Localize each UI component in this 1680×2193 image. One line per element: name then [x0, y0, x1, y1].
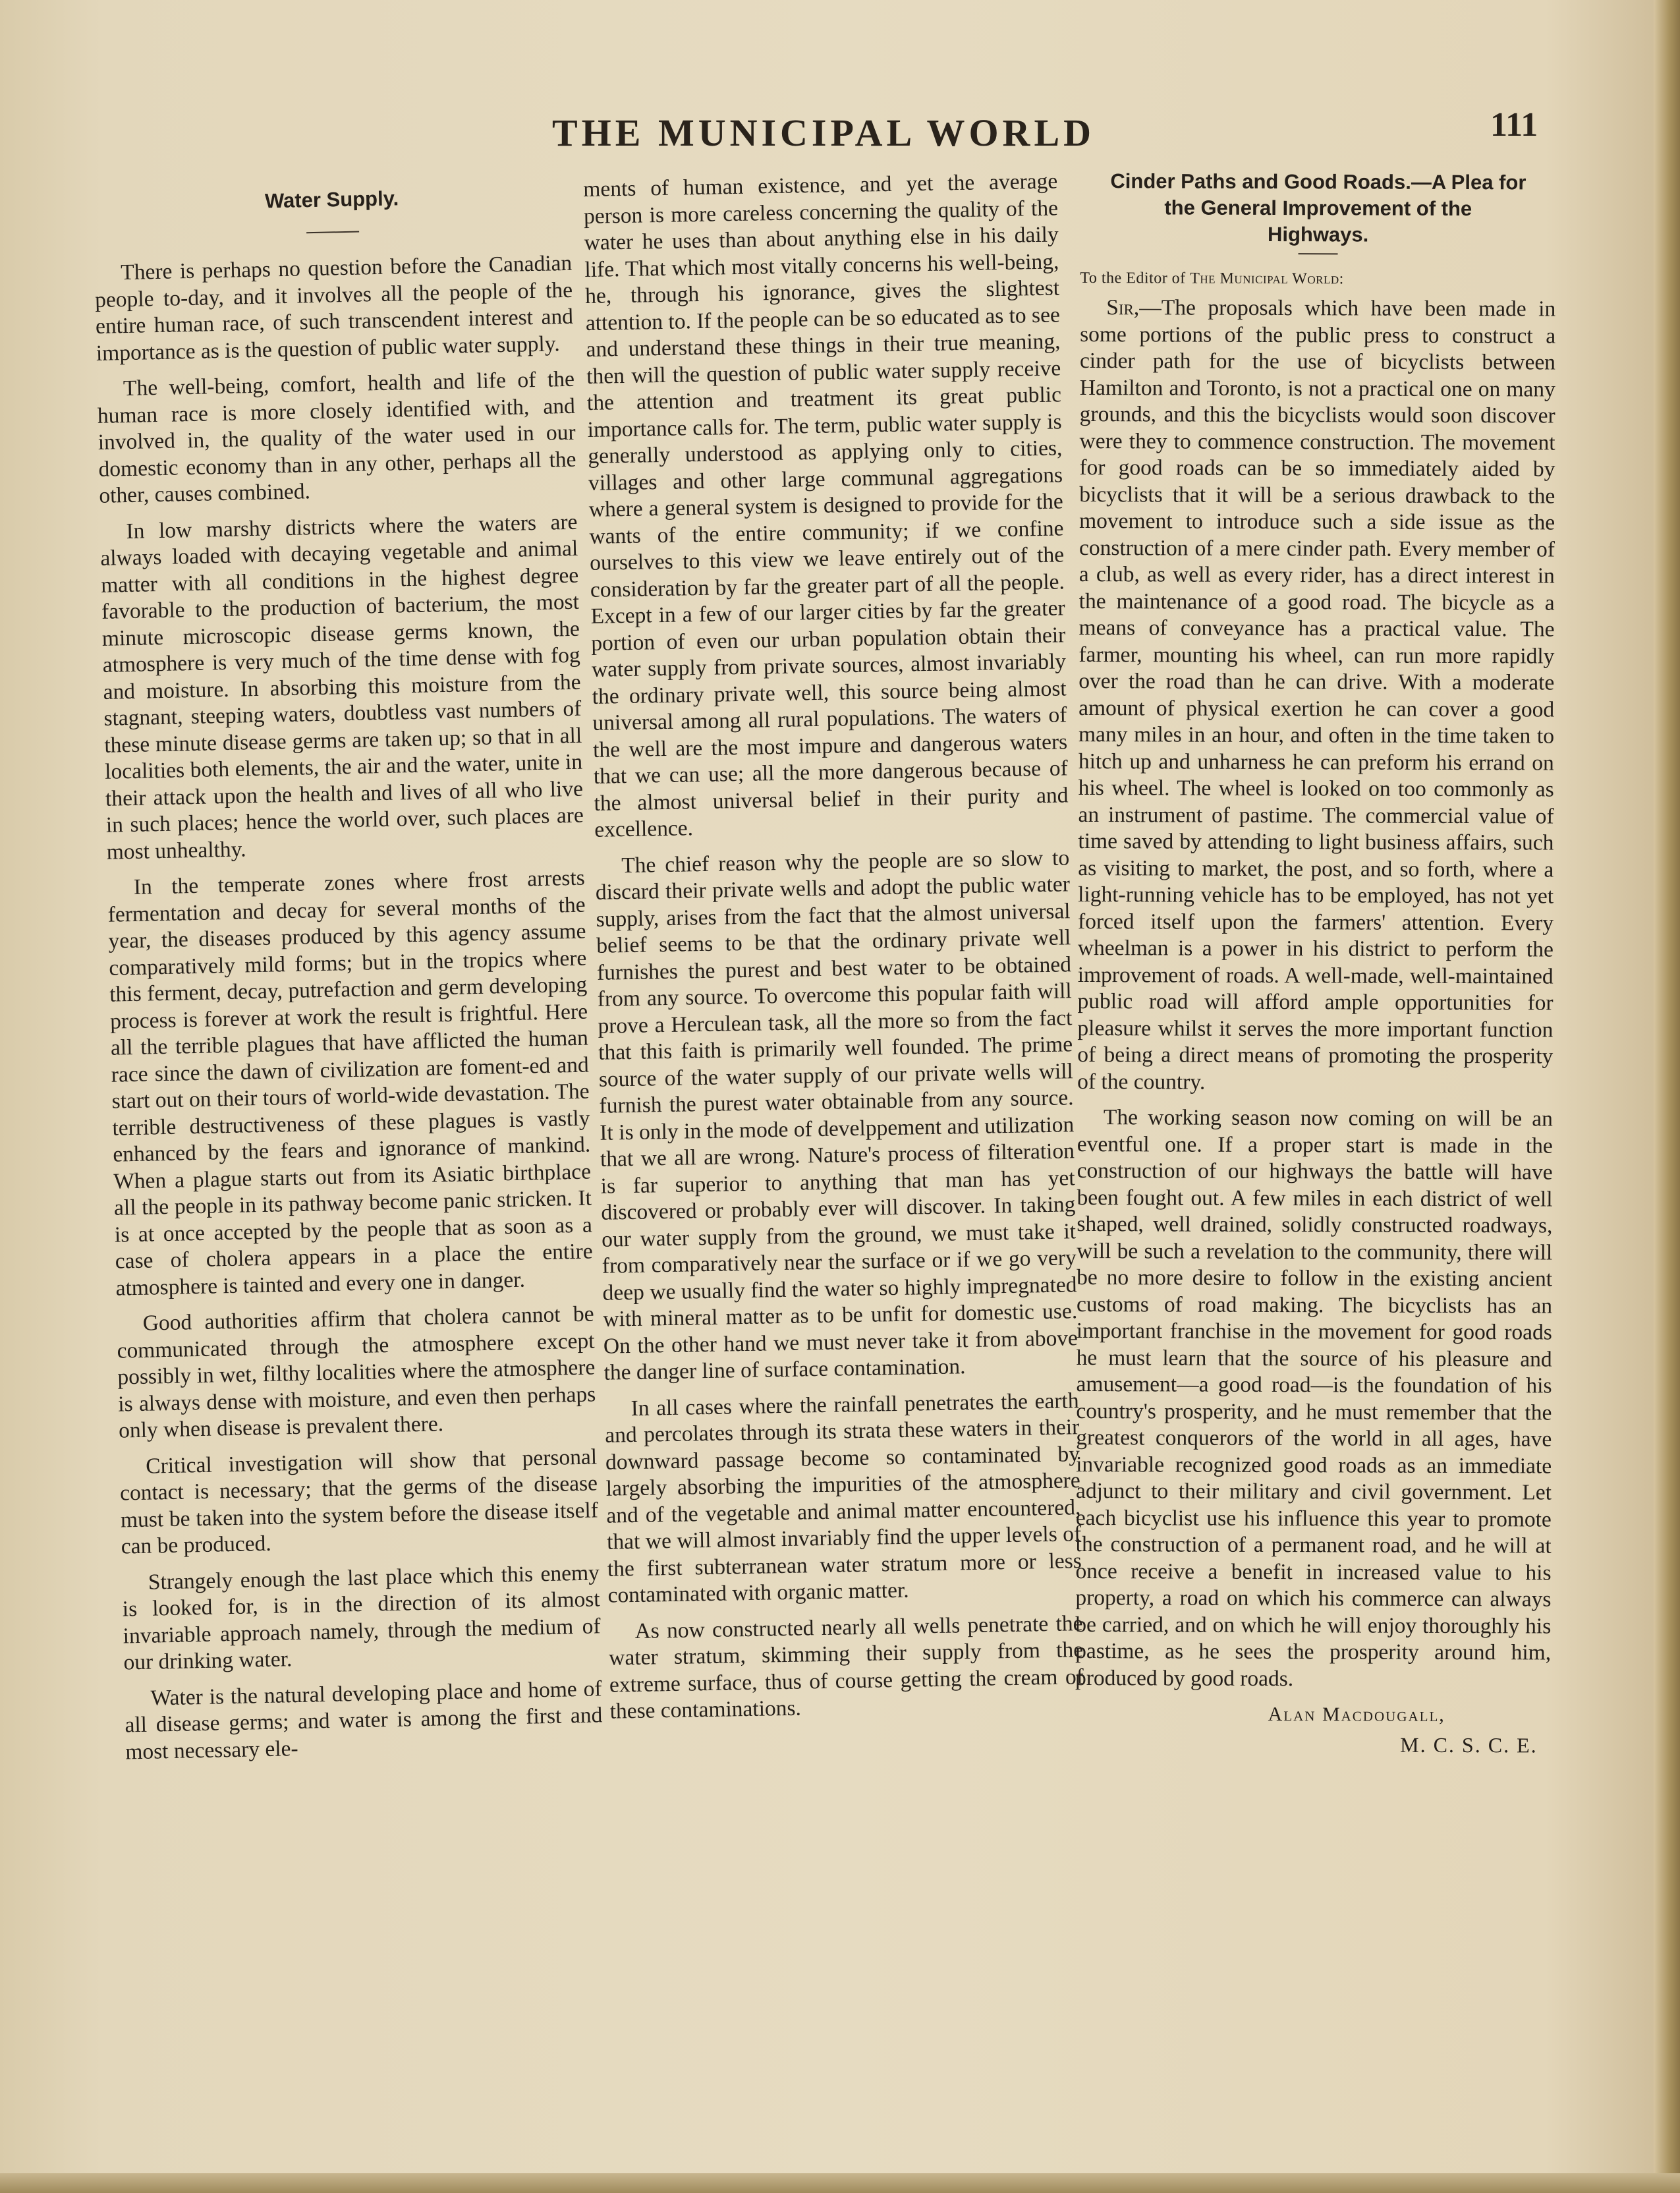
title-line: Highways. [1267, 222, 1369, 246]
paragraph-text: —The proposals which have been made in some portions of the public press to construct a cinder path for the use of bicyclists between Hamilton and Toronto, is not a practical one on many grounds, and this the bicyclists would soon discover were they to commence construction. The movement for good roads can be so immediately aided by bicyclists that it will be a serious drawback to the movement to introduce such a side issue as the construction of a mere cinder path. Every member of a club, as well as every rider, has a direct interest in the maintenance of a good road. The bicycle as a means of conveyance has a practical value. The farmer, mounting his wheel, can run more rapidly over the road than he can drive. With a moderate amount of physical exertion he can cover a good many miles in an hour, and often in the time taken to hitch up and unharness he can preform his errand on his wheel. The wheel is looked on too commonly as an instrument of pastime. The commercial value of time saved by attending to light business affairs, such as visiting to market, the post, and so forth, where a light-running vehicle has to be employed, has not yet forced itself upon the farmers' attention. Every wheelman is a power in his district to perform the improvement of roads. A well-made, well-maintained public road will afford ample opportunities for pleasure whilst it serves the more important function of being a direct means of promoting the prosperity of the country. [1077, 295, 1556, 1095]
paragraph: Critical investigation will show that personal contact is necessary; that the germs of the disease must be taken into the system before the disease itself can be produced. [119, 1444, 599, 1559]
paragraph: The chief reason why the people are so slow to discard their private wells and adopt the public water supply, arises from the fact that the almost universal belief seems to be that the ordinary private well furnishes the purest and best water to be obtained from any source. To overcome this popular faith will prove a Herculean task, all the more so from the fact that this faith is primarily well founded. The prime source of the water supply of our private wells will furnish the purest water obtainable from any source. It is only in the mode of develppement and utilization that we all are wrong. Nature's process of filteration is far superior to anything that man has yet discovered or probably ever will discover. In taking our water supply from the ground, we must take it from comparatively near the surface or if we go very deep we usually find the water so highly impregnated with mineral matter as to be unfit for domestic use. On the other hand we must never take it from above the danger line of surface contamination. [595, 845, 1078, 1385]
to-editor-prefix: To the Editor of [1080, 269, 1190, 287]
paragraph: In the temperate zones where frost arrests fermentation and decay for several months of the year, the diseases produced by this agency assume comparatively mild forms; but in the tropics where this ferment, decay, putrefaction and germ developing process is forever at work the result is frightful. Here all the terrible plagues that have afflicted the human race since the dawn of civilization are foment-ed and start out on their tours of world-wide devastation. The terrible destructiveness of these plagues is vastly enhanced by the fears and ignorance of mankind. When a plague starts out from its Asiatic birthplace all the people in its pathway become panic stricken. It is at once accepted by the people that as soon as a case of cholera appears in a place the entire atmosphere is tainted and every one in danger. [107, 865, 593, 1301]
paragraph: As now constructed nearly all wells penetrate the water stratum, skimming their supply from the extreme surface, thus of course getting the cream of these contaminations. [608, 1610, 1084, 1724]
paragraph: The well-being, comfort, health and life of the human race is more closely identified with, and involved in, the quality of the water used in our domestic economy than in any other, perhaps all the other, causes combined. [97, 366, 576, 508]
page-edge-right [1654, 0, 1680, 2193]
signature-title: M. C. S. C. E. [1400, 1732, 1538, 1757]
article-title-cinder-paths [1080, 168, 1556, 249]
publication-name: The Municipal World: [1190, 270, 1344, 288]
paragraph: Water is the natural developing place and home of all disease germs; and water is among the first and most necessary ele- [125, 1676, 603, 1764]
paragraph: Good authorities affirm that cholera cannot be communicated through the atmosphere except possibly in wet, filthy localities where the atmosphere is always dense with moisture, and even then perhaps only when disease is prevalent there. [117, 1301, 596, 1443]
column-1 [92, 158, 603, 1775]
paragraph: In all cases where the rainfall penetrates the earth and percolates through its strata these waters in their downward passage become so contaminated by largely absorbing the impurities of the atmosphere and of the vegetable and animal matter encountered, that we will almost invariably find the upper levels of the first subterranean water stratum more or less contaminated with organic matter. [605, 1388, 1082, 1608]
salutation: Sir, [1106, 295, 1140, 320]
title-line: the General Improvement of the [1164, 196, 1472, 221]
masthead: THE MUNICIPAL WORLD [551, 111, 1096, 154]
paragraph: In low marshy districts where the waters are always loaded with decaying vegetable and animal matter with all conditions in the highest degree favorable to the production of bacterium, the most minute microscopic disease germs known, the atmosphere is very much of the time dense with fog and moisture. In absorbing this moisture from the stagnant, steeping waters, doubtless vast numbers of these minute disease germs are taken up; so that in all localities both elements, the air and the water, unite in their attack upon the health and lives of all who live in such places; hence the world over, such places are most unhealthy. [100, 509, 584, 865]
to-editor-line [1080, 268, 1555, 290]
title-rule [1299, 253, 1338, 254]
page-number: 111 [1490, 106, 1538, 144]
paragraph: There is perhaps no question before the Canadian people to-day, and it involves all the people of the entire human race, of such transcendent interest and importance as is the question of public water supply. [94, 250, 574, 366]
column-3 [1075, 168, 1556, 1759]
page-edge-bottom [0, 2173, 1680, 2193]
paragraph: The working season now coming on will be an eventful one. If a proper start is made in the construction of our highways the battle will have been fought out. A few miles in each district of well shaped, well drained, solidly constructed roadways, will be such a revelation to the community, there will be no more desire to follow in the existing ancient customs of road making. The bicyclists has an important franchise in the movement for good roads he must learn that the source of his pleasure and amusement—a good road—is the foundation of his country's prosperity, and he must remember that the greatest conquerors of the world in all ages, have invariable recognized good roads as an immediate adjunct to their military and civil government. Let each bicyclist use his influence this year to promote the construction of a permanent road, and he will at once receive a benefit in increased value to his property, a road on which his commerce can always be carried, and on which he will enjoy thoroughly his pastime, as he sees the prosperity around him, produced by good roads. [1075, 1105, 1554, 1691]
paragraph [1077, 295, 1555, 1097]
article-title-water-supply: Water Supply. [264, 186, 399, 213]
paragraph: Strangely enough the last place which this enemy is looked for, is in the direction of its almost invariable approach namely, through the medium of our drinking water. [122, 1560, 601, 1675]
paragraph: ments of human existence, and yet the average person is more careless concerning the quality of the water he uses than about anything else in his daily life. That which most vitally concerns his well-being, he, through his ignorance, gives the slightest attention to. If the people can be so educated as to see and understand these things in their true meaning, then will the question of public water supply receive the attention and treatment its great public importance calls for. The term, public water supply is generally understood as applying only to cities, villages and other large communal aggregations where a general system is designed to provide for the wants of the entire community; if we confine ourselves to this view we leave entirely out of the consideration by far the greater part of all the people. Except in a few of our larger cities by far the greater portion of even our urban population obtain their water supply from private sources, almost invariably the ordinary private well, this source being almost universal among all rural populations. The waters of the well are the most impure and dangerous waters that we can use; all the more dangerous because of the almost universal belief in their purity and excellence. [583, 169, 1069, 842]
signature-name: Alan Macdougall, [1268, 1703, 1445, 1726]
title-line: Cinder Paths and Good Roads.—A Plea for [1110, 169, 1526, 194]
title-rule [306, 231, 359, 234]
column-2 [583, 168, 1084, 1734]
